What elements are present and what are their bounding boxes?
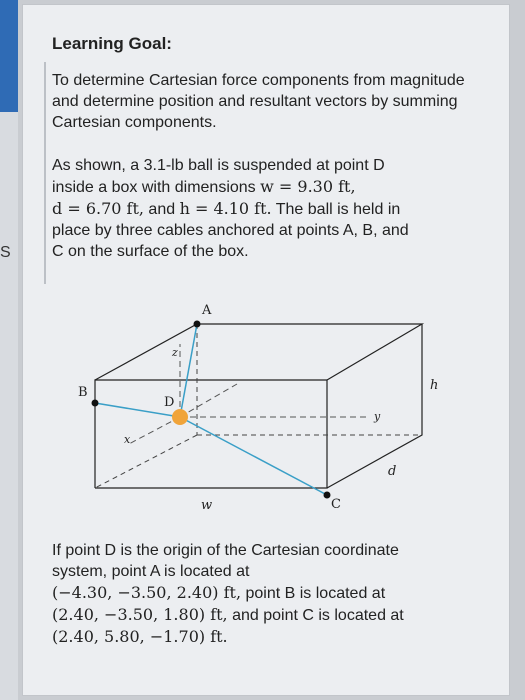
coordinates-statement [52, 540, 482, 648]
hidden-edge [95, 435, 197, 488]
label-A: A [202, 303, 212, 318]
label-d: d [388, 464, 397, 479]
left-sidebar-strip [0, 0, 18, 700]
point-C [324, 492, 331, 499]
learning-goal-heading: Learning Goal: [52, 34, 172, 53]
label-y: y [374, 410, 381, 423]
sidebar-accent [0, 0, 18, 112]
coord-A: (−4.30, −3.50, 2.40) ft, [52, 583, 242, 602]
math-w: w = 9.30 ft, [260, 177, 356, 196]
label-B: B [78, 385, 88, 400]
axis-x [127, 417, 180, 445]
label-C: C [331, 497, 341, 512]
label-x: x [124, 433, 131, 446]
math-h: h = 4.10 ft. [179, 199, 272, 218]
box-figure [62, 292, 462, 522]
problem-line: inside a box with dimensions [52, 179, 261, 196]
problem-line: As shown, a 3.1-lb ball is suspended at point D [52, 157, 385, 174]
label-D: D [164, 395, 175, 410]
coord-line: and point C is located at [227, 607, 404, 624]
coord-line: If point D is the origin of the Cartesian coordinate [52, 542, 399, 559]
problem-line: The ball is held in [271, 201, 401, 218]
coord-line: point B is located at [241, 585, 386, 602]
cable-C [180, 417, 327, 495]
axis-extra [180, 384, 237, 417]
learning-goal-text: To determine Cartesian force components from magnitude and determine position and resultant vectors by summing Cartesian components. [52, 72, 465, 131]
problem-statement [52, 155, 482, 262]
sidebar-label: S [0, 244, 11, 261]
point-B [92, 400, 99, 407]
box-edge-top [95, 324, 422, 380]
label-w: w [201, 498, 213, 513]
coord-B: (2.40, −3.50, 1.80) ft, [52, 605, 228, 624]
point-A [194, 321, 201, 328]
cable-A [180, 324, 197, 417]
math-d: d = 6.70 ft, [52, 199, 144, 218]
coord-line: system, point A is located at [52, 563, 250, 580]
ball-D [172, 409, 188, 425]
problem-line: place by three cables anchored at points A, B, and [52, 222, 409, 239]
label-z: z [172, 346, 178, 359]
problem-line: and [143, 201, 180, 218]
problem-line: C on the surface of the box. [52, 243, 249, 260]
label-h: h [430, 378, 439, 393]
coord-C: (2.40, 5.80, −1.70) ft. [52, 627, 228, 646]
box-edge-right [327, 324, 422, 488]
